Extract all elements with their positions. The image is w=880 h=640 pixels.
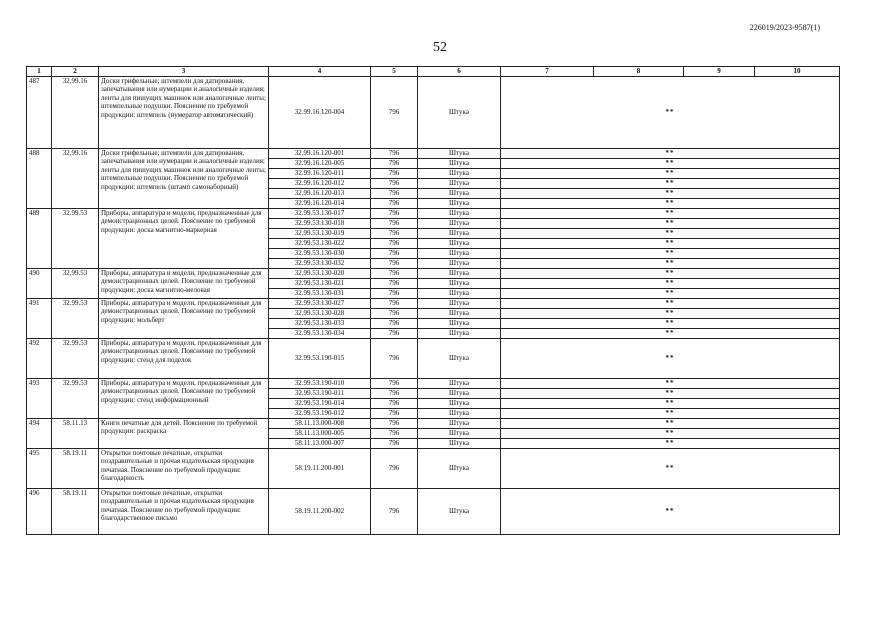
ktru-code: 58.19.11.200-002 [269, 488, 371, 534]
ktru-code: 32.99.53.190-012 [269, 408, 371, 418]
okei-code: 796 [371, 76, 418, 148]
okei-code: 796 [371, 168, 418, 178]
merged-mark-cell: ** [501, 228, 840, 238]
unit-name: Штука [418, 218, 501, 228]
row-number: 488 [27, 148, 52, 208]
unit-name: Штука [418, 188, 501, 198]
ktru-code: 32.99.16.120-001 [269, 148, 371, 158]
okpd-code: 58.19.11 [52, 488, 99, 534]
okei-code: 796 [371, 248, 418, 258]
merged-mark-cell: ** [501, 428, 840, 438]
unit-name: Штука [418, 158, 501, 168]
merged-mark-cell: ** [501, 178, 840, 188]
row-number: 494 [27, 418, 52, 448]
okei-code: 796 [371, 308, 418, 318]
ktru-code: 32.99.53.190-011 [269, 388, 371, 398]
merged-mark-cell: ** [501, 398, 840, 408]
row-number: 496 [27, 488, 52, 534]
merged-mark-cell: ** [501, 268, 840, 278]
column-header: 5 [371, 67, 418, 77]
okpd-code: 58.19.11 [52, 448, 99, 488]
row-number: 487 [27, 76, 52, 148]
unit-name: Штука [418, 378, 501, 388]
product-description: Открытки почтовые печатные, открытки поздравительные и прочая издательская продукция печатная. Пояснение по требуемой продукции: благодарственное письмо [99, 488, 269, 534]
ktru-code: 32.99.53.130-021 [269, 278, 371, 288]
merged-mark-cell: ** [501, 308, 840, 318]
ktru-code: 58.11.13.000-005 [269, 428, 371, 438]
product-description: Книги печатные для детей. Пояснение по требуемой продукции: раскраска [99, 418, 269, 448]
document-number: 226019/2023-9587(1) [749, 23, 820, 32]
okpd-code: 32.99.16 [52, 148, 99, 208]
ktru-code: 32.99.53.130-017 [269, 208, 371, 218]
okei-code: 796 [371, 188, 418, 198]
okei-code: 796 [371, 338, 418, 378]
unit-name: Штука [418, 428, 501, 438]
ktru-code: 32.99.16.120-013 [269, 188, 371, 198]
ktru-code: 32.99.16.120-012 [269, 178, 371, 188]
ktru-code: 32.99.16.120-005 [269, 158, 371, 168]
merged-mark-cell: ** [501, 278, 840, 288]
unit-name: Штука [418, 228, 501, 238]
okei-code: 796 [371, 288, 418, 298]
ktru-code: 32.99.53.190-014 [269, 398, 371, 408]
table-body [27, 67, 840, 535]
column-header: 9 [684, 67, 755, 77]
merged-mark-cell: ** [501, 418, 840, 428]
unit-name: Штука [418, 488, 501, 534]
product-description: Приборы, аппаратура и модели, предназначенные для демонстрационных целей. Пояснение по требуемой продукции: мольберт [99, 298, 269, 338]
okpd-code: 32.99.53 [52, 268, 99, 298]
ktru-code: 32.99.16.120-011 [269, 168, 371, 178]
table-row [27, 488, 840, 534]
merged-mark-cell: ** [501, 448, 840, 488]
unit-name: Штука [418, 448, 501, 488]
okei-code: 796 [371, 148, 418, 158]
page-number: 52 [433, 40, 447, 55]
merged-mark-cell: ** [501, 158, 840, 168]
merged-mark-cell: ** [501, 208, 840, 218]
merged-mark-cell: ** [501, 328, 840, 338]
merged-mark-cell: ** [501, 168, 840, 178]
product-description: Приборы, аппаратура и модели, предназначенные для демонстрационных целей. Пояснение по требуемой продукции: стенд информационный [99, 378, 269, 418]
okei-code: 796 [371, 278, 418, 288]
ktru-code: 32.99.16.120-004 [269, 76, 371, 148]
ktru-code: 32.99.53.130-032 [269, 258, 371, 268]
column-header: 2 [52, 67, 99, 77]
product-description: Приборы, аппаратура и модели, предназначенные для демонстрационных целей. Пояснение по требуемой продукции: доска магнитно-меловая [99, 268, 269, 298]
okei-code: 796 [371, 408, 418, 418]
unit-name: Штука [418, 418, 501, 428]
okei-code: 796 [371, 388, 418, 398]
merged-mark-cell: ** [501, 288, 840, 298]
unit-name: Штука [418, 208, 501, 218]
merged-mark-cell: ** [501, 148, 840, 158]
unit-name: Штука [418, 168, 501, 178]
okei-code: 796 [371, 378, 418, 388]
okpd-code: 32.99.53 [52, 378, 99, 418]
table-row [27, 268, 840, 278]
table-row [27, 418, 840, 428]
okpd-code: 32.99.53 [52, 338, 99, 378]
product-description: Доски грифельные; штемпели для датирования, запечатывания или нумерации и аналогичные изделия; ленты для пишущих машинок или аналогичные ленты; штемпельные подушки. Пояснение по требуемой продукции: штемпель (штамп самонаборный) [99, 148, 269, 208]
unit-name: Штука [418, 308, 501, 318]
ktru-code: 32.99.53.130-019 [269, 228, 371, 238]
column-header: 4 [269, 67, 371, 77]
merged-mark-cell: ** [501, 378, 840, 388]
okpd-code: 32.99.53 [52, 298, 99, 338]
ktru-code: 32.99.53.130-030 [269, 248, 371, 258]
merged-mark-cell: ** [501, 438, 840, 448]
product-description: Приборы, аппаратура и модели, предназначенные для демонстрационных целей. Пояснение по требуемой продукции: стенд для поделок [99, 338, 269, 378]
merged-mark-cell: ** [501, 258, 840, 268]
okei-code: 796 [371, 398, 418, 408]
column-header: 7 [501, 67, 594, 77]
row-number: 493 [27, 378, 52, 418]
okei-code: 796 [371, 258, 418, 268]
merged-mark-cell: ** [501, 76, 840, 148]
okei-code: 796 [371, 488, 418, 534]
unit-name: Штука [418, 238, 501, 248]
ktru-code: 32.99.53.130-033 [269, 318, 371, 328]
unit-name: Штука [418, 288, 501, 298]
ktru-code: 32.99.53.130-022 [269, 238, 371, 248]
procurement-table [26, 66, 840, 535]
merged-mark-cell: ** [501, 218, 840, 228]
merged-mark-cell: ** [501, 388, 840, 398]
okei-code: 796 [371, 198, 418, 208]
okei-code: 796 [371, 418, 418, 428]
row-number: 490 [27, 268, 52, 298]
header-row [27, 67, 840, 77]
unit-name: Штука [418, 268, 501, 278]
unit-name: Штука [418, 278, 501, 288]
okpd-code: 32.99.16 [52, 76, 99, 148]
merged-mark-cell: ** [501, 248, 840, 258]
ktru-code: 32.99.53.130-031 [269, 288, 371, 298]
okei-code: 796 [371, 178, 418, 188]
okei-code: 796 [371, 298, 418, 308]
unit-name: Штука [418, 148, 501, 158]
unit-name: Штука [418, 328, 501, 338]
okpd-code: 58.11.13 [52, 418, 99, 448]
table-row [27, 378, 840, 388]
okei-code: 796 [371, 268, 418, 278]
merged-mark-cell: ** [501, 338, 840, 378]
unit-name: Штука [418, 298, 501, 308]
table-row [27, 76, 840, 148]
okei-code: 796 [371, 158, 418, 168]
okpd-code: 32.99.53 [52, 208, 99, 268]
unit-name: Штука [418, 248, 501, 258]
merged-mark-cell: ** [501, 188, 840, 198]
ktru-code: 32.99.53.130-028 [269, 308, 371, 318]
ktru-code: 32.99.53.130-027 [269, 298, 371, 308]
unit-name: Штука [418, 438, 501, 448]
ktru-code: 32.99.53.130-034 [269, 328, 371, 338]
table-row [27, 338, 840, 378]
ktru-code: 32.99.53.190-010 [269, 378, 371, 388]
column-header: 6 [418, 67, 501, 77]
unit-name: Штука [418, 258, 501, 268]
okei-code: 796 [371, 208, 418, 218]
table-row [27, 208, 840, 218]
okei-code: 796 [371, 218, 418, 228]
ktru-code: 32.99.53.130-018 [269, 218, 371, 228]
unit-name: Штука [418, 76, 501, 148]
ktru-code: 58.11.13.000-008 [269, 418, 371, 428]
merged-mark-cell: ** [501, 198, 840, 208]
row-number: 492 [27, 338, 52, 378]
product-description: Открытки почтовые печатные, открытки поздравительные и прочая издательская продукция печатная. Пояснение по требуемой продукции: благодарность [99, 448, 269, 488]
okei-code: 796 [371, 318, 418, 328]
column-header: 10 [755, 67, 840, 77]
ktru-code: 58.19.11.200-001 [269, 448, 371, 488]
merged-mark-cell: ** [501, 318, 840, 328]
column-header: 1 [27, 67, 52, 77]
okei-code: 796 [371, 448, 418, 488]
okei-code: 796 [371, 428, 418, 438]
unit-name: Штука [418, 408, 501, 418]
ktru-code: 32.99.16.120-014 [269, 198, 371, 208]
unit-name: Штука [418, 338, 501, 378]
okei-code: 796 [371, 228, 418, 238]
row-number: 489 [27, 208, 52, 268]
row-number: 491 [27, 298, 52, 338]
okei-code: 796 [371, 238, 418, 248]
table-row [27, 448, 840, 488]
merged-mark-cell: ** [501, 238, 840, 248]
okei-code: 796 [371, 328, 418, 338]
okei-code: 796 [371, 438, 418, 448]
ktru-code: 32.99.53.190-015 [269, 338, 371, 378]
row-number: 495 [27, 448, 52, 488]
unit-name: Штука [418, 318, 501, 328]
merged-mark-cell: ** [501, 408, 840, 418]
column-header: 3 [99, 67, 269, 77]
column-header: 8 [594, 67, 684, 77]
merged-mark-cell: ** [501, 488, 840, 534]
table-row [27, 148, 840, 158]
table-row [27, 298, 840, 308]
product-description: Приборы, аппаратура и модели, предназначенные для демонстрационных целей. Пояснение по требуемой продукции: доска магнитно-маркерная [99, 208, 269, 268]
unit-name: Штука [418, 198, 501, 208]
product-description: Доски грифельные; штемпели для датирования, запечатывания или нумерации и аналогичные изделия; ленты для пишущих машинок или аналогичные ленты; штемпельные подушки. Пояснение по требуемой продукции: штемпель (нумератор автоматический) [99, 76, 269, 148]
ktru-code: 32.99.53.130-020 [269, 268, 371, 278]
ktru-code: 58.11.13.000-007 [269, 438, 371, 448]
unit-name: Штука [418, 398, 501, 408]
merged-mark-cell: ** [501, 298, 840, 308]
unit-name: Штука [418, 388, 501, 398]
unit-name: Штука [418, 178, 501, 188]
